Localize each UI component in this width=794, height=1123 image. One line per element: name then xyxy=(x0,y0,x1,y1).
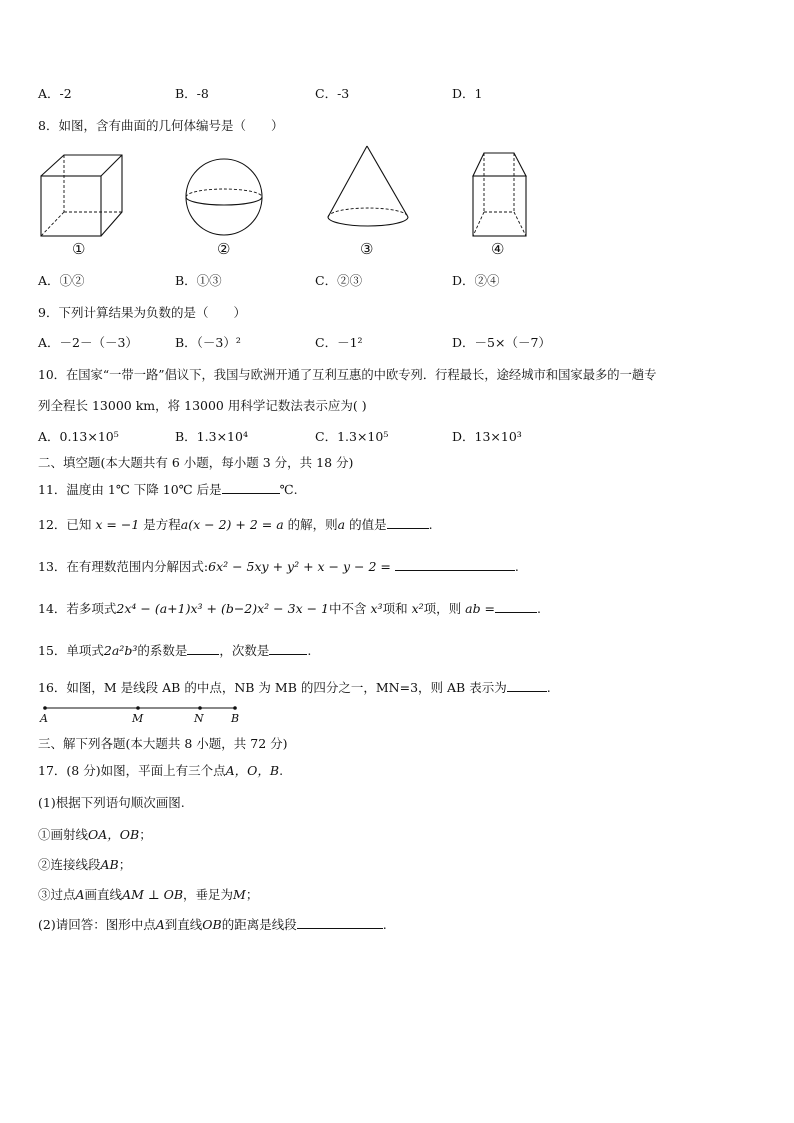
q17-step3 xyxy=(38,885,258,903)
q11-text: 11．温度由 1℃ 下降 10℃ 后是 xyxy=(38,482,222,497)
section2-heading: 二、填空题(本大题共有 6 小题，每小题 3 分，共 18 分) xyxy=(38,455,354,470)
q17-step3-m1: A xyxy=(75,887,85,902)
q10-option-c: C．1.3×10⁵ xyxy=(315,429,389,444)
q17-stem xyxy=(38,761,283,779)
q17-part2-end: . xyxy=(382,917,387,932)
q17-step2-math: AB xyxy=(100,857,119,872)
q10-stem-line2: 列全程长 13000 km，将 13000 用科学记数法表示应为( ) xyxy=(38,398,367,413)
q17-part2-text-b: 到直线 xyxy=(164,917,203,932)
q17-stem-end: . xyxy=(279,763,284,778)
shape-label-1: ① xyxy=(72,240,86,258)
q16-end: . xyxy=(546,680,551,695)
q12-end: . xyxy=(428,517,433,532)
q15-text-c: ，次数是 xyxy=(219,643,270,658)
q14-v2: x² xyxy=(411,601,424,616)
q17-step3-m3: M xyxy=(233,887,246,902)
q16 xyxy=(38,678,551,696)
shape-label-3: ③ xyxy=(360,240,374,258)
q13-end: . xyxy=(514,559,519,574)
q16-stem: 16．如图，M 是线段 AB 的中点，NB 为 MB 的四分之一，MN=3，则 AB 表示为 xyxy=(38,680,507,695)
q12-eq1: x = −1 xyxy=(95,517,140,532)
q8-option-a: A．①② xyxy=(38,273,85,288)
q14-text-a: 14．若多项式 xyxy=(38,601,117,616)
q15-text-a: 15．单项式 xyxy=(38,643,104,658)
q14-eq: 2x⁴ − (a+1)x³ + (b−2)x² − 3x − 1 xyxy=(116,601,329,616)
shape-label-4: ④ xyxy=(491,240,505,258)
cube-figure xyxy=(38,150,128,240)
q14-text-c: 项和 xyxy=(382,601,408,616)
q17-step1-math: OA，OB xyxy=(88,827,140,842)
q11-unit: ℃. xyxy=(279,482,298,497)
q12-blank[interactable] xyxy=(387,516,429,529)
q17-step2-text: ②连接线段 xyxy=(38,857,101,872)
q9-stem: 9．下列计算结果为负数的是（ ） xyxy=(38,305,246,320)
q17-stem-text: 17．(8 分)如图，平面上有三个点 xyxy=(38,763,226,778)
q10-option-b: B．1.3×10⁴ xyxy=(175,429,248,444)
q15-eq: 2a²b³ xyxy=(103,643,138,658)
q15 xyxy=(38,641,311,659)
q14-end: . xyxy=(537,601,542,616)
q17-points: A，O，B xyxy=(225,763,280,778)
q17-step3-text-c: ，垂足为 xyxy=(183,887,234,902)
q15-blank-2[interactable] xyxy=(269,642,307,655)
sphere-figure xyxy=(182,155,266,239)
q8-option-b: B．①③ xyxy=(175,273,222,288)
q13 xyxy=(38,557,519,575)
q17-step3-m2: AM ⊥ OB xyxy=(122,887,184,902)
q9-option-a: A．－2－（－3） xyxy=(38,335,138,350)
q13-text: 13．在有理数范围内分解因式: xyxy=(38,559,209,574)
q12-var: a xyxy=(337,517,346,532)
q11 xyxy=(38,480,298,498)
q17-blank[interactable] xyxy=(297,916,383,929)
label-n: N xyxy=(194,712,204,725)
q10-stem-line1: 10．在国家“一带一路”倡议下，我国与欧洲开通了互利互惠的中欧专列．行程最长，途经城市和国家最多的一趟专 xyxy=(38,368,657,382)
q17-step1 xyxy=(38,825,152,843)
q8-option-d: D．②④ xyxy=(452,273,500,288)
point-n xyxy=(198,706,202,710)
q8-stem: 8．如图，含有曲面的几何体编号是（ ） xyxy=(38,118,284,133)
q17-part2-m2: OB xyxy=(202,917,222,932)
q12-text-b: 是方程 xyxy=(143,517,181,532)
q12-text-d: 的值是 xyxy=(349,517,387,532)
q17-part2 xyxy=(38,915,387,933)
point-a xyxy=(43,706,47,710)
label-a: A xyxy=(40,712,48,725)
q13-eq: 6x² − 5xy + y² + x − y − 2 = xyxy=(208,559,391,574)
shape-label-2: ② xyxy=(217,240,231,258)
q11-blank[interactable] xyxy=(222,481,280,494)
q9-option-d: D．－5×（－7） xyxy=(452,335,551,350)
q10-option-d: D．13×10³ xyxy=(452,429,522,444)
cone-figure xyxy=(322,143,416,241)
q17-part1: (1)根据下列语句顺次画图. xyxy=(38,795,185,810)
q15-blank-1[interactable] xyxy=(187,642,219,655)
q14-blank[interactable] xyxy=(495,600,537,613)
q14-text-b: 中不含 xyxy=(329,601,367,616)
q7-option-d: D．1 xyxy=(452,86,483,101)
q14-text-d: 项，则 xyxy=(423,601,462,616)
q12-text-c: 的解，则 xyxy=(287,517,338,532)
q17-step2 xyxy=(38,855,131,873)
q13-blank[interactable] xyxy=(395,558,515,571)
q17-part2-text-c: 的距离是线段 xyxy=(221,917,297,932)
q16-blank[interactable] xyxy=(507,679,547,692)
q14 xyxy=(38,599,541,617)
q14-v3: ab = xyxy=(465,601,496,616)
point-b xyxy=(233,706,237,710)
q17-step3-text-b: 画直线 xyxy=(84,887,123,902)
q10-option-a: A．0.13×10⁵ xyxy=(38,429,119,444)
q7-option-b: B．-8 xyxy=(175,86,209,101)
label-m: M xyxy=(132,712,144,725)
section3-heading: 三、解下列各题(本大题共 8 小题，共 72 分) xyxy=(38,736,288,751)
q15-end: . xyxy=(307,643,312,658)
q12-eq2: a(x − 2) + 2 = a xyxy=(180,517,284,532)
q8-option-c: C．②③ xyxy=(315,273,363,288)
label-b: B xyxy=(231,712,240,725)
q15-text-b: 的系数是 xyxy=(137,643,188,658)
q17-part2-m1: A xyxy=(155,917,165,932)
q14-v1: x³ xyxy=(370,601,383,616)
q17-step1-end: ； xyxy=(139,827,152,842)
q12 xyxy=(38,515,433,533)
point-m xyxy=(136,706,140,710)
q17-step2-end: ； xyxy=(118,857,132,872)
q17-step3-end: ； xyxy=(245,887,259,902)
prism-figure xyxy=(470,150,532,240)
q7-option-c: C．-3 xyxy=(315,86,350,101)
q9-option-b: B．（－3）² xyxy=(175,335,241,350)
q17-step3-text-a: ③过点 xyxy=(38,887,76,902)
q17-step1-text: ①画射线 xyxy=(38,827,89,842)
q17-part2-text-a: (2)请回答：图形中点 xyxy=(38,917,156,932)
q12-text-a: 12．已知 xyxy=(38,517,92,532)
q7-option-a: A．-2 xyxy=(38,86,72,101)
q9-option-c: C．－1² xyxy=(315,335,363,350)
